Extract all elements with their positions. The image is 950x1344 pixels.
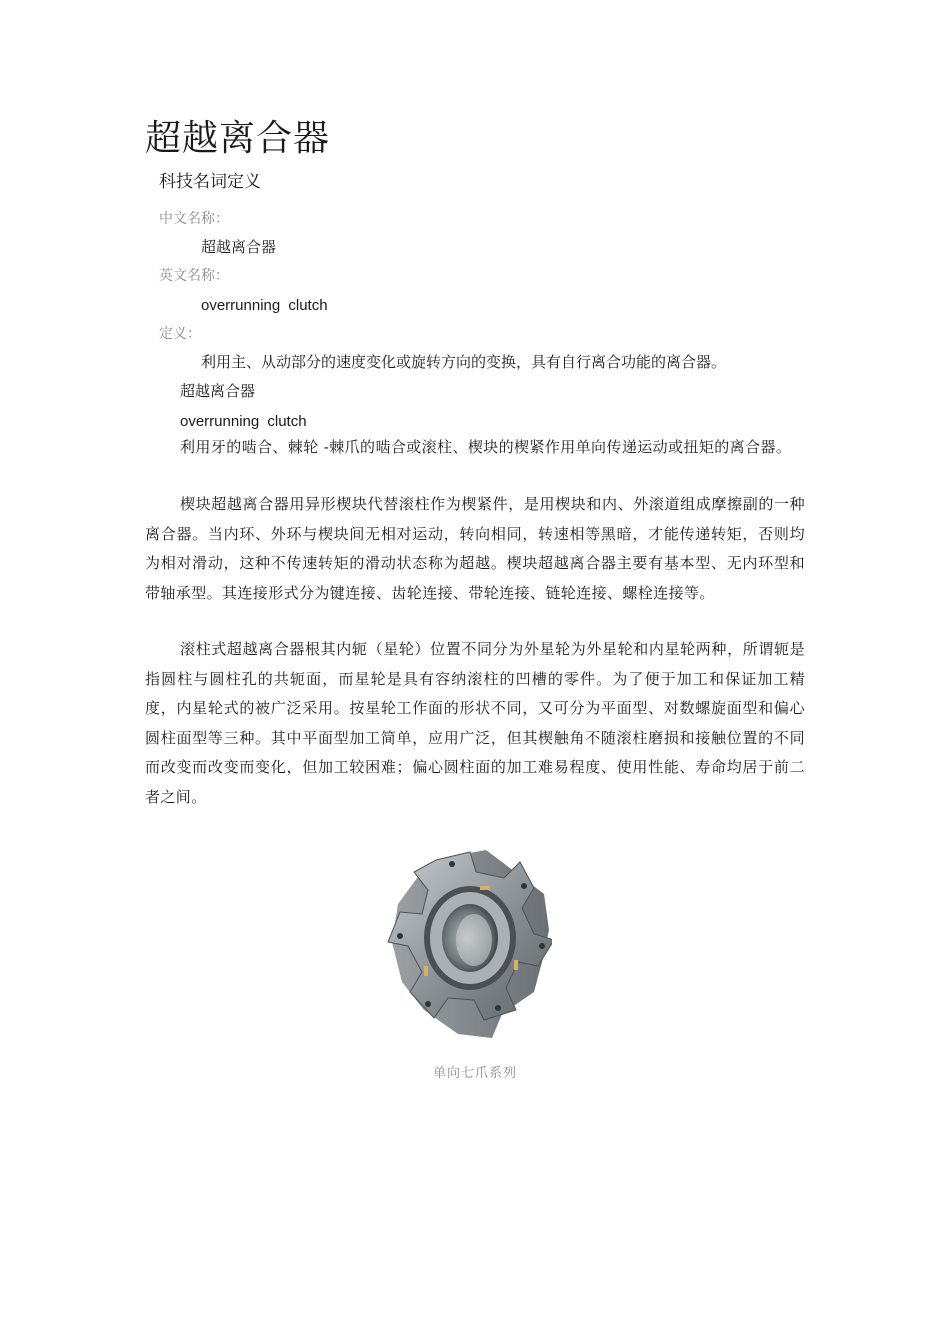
clutch-illustration — [384, 842, 552, 1044]
subtitle: 科技名词定义 — [159, 172, 261, 192]
image-caption: 单向七爪系列 — [432, 1066, 517, 1081]
english-name-value: overrunning clutch — [201, 297, 328, 314]
definition-value: 利用主、从动部分的速度变化或旋转方向的变换，具有自行离合功能的离合器。 — [201, 353, 727, 371]
paragraph-2: 楔块超越离合器用异形楔块代替滚柱作为楔紧件，是用楔块和内、外滚道组成摩擦副的一种离合器。当内环、外环与楔块间无相对运动，转向相同，转速相等黑暗，才能传递转矩，否则均为相对滑动，这种不传速转矩的滑动状态称为超越。楔块超越离合器主要有基本型、无内环型和带轴承型。其连接形式分为键连接、齿轮连接、带轮连接、链轮连接、螺栓连接等。 — [145, 495, 805, 602]
chinese-name-label: 中文名称： — [159, 211, 229, 227]
paragraph-3: 滚柱式超越离合器根其内轭（星轮）位置不同分为外星轮为外星轮和内星轮两种，所谓轭是指圆柱与圆柱孔的共轭面，而星轮是具有容纳滚柱的凹槽的零件。为了便于加工和保证加工精度，内星轮式的被广泛采用。按星轮工作面的形状不同，又可分为平面型、对数螺旋面型和偏心圆柱面型等三种。其中平面型加工简单，应用广泛，但其楔触角不随滚柱磨损和接触位置的不同而改变而改变而变化，但加工较困难；偏心圆柱面的加工难易程度、使用性能、寿命均居于前二者之间。 — [145, 640, 805, 806]
english-name-label: 英文名称： — [159, 268, 229, 284]
term-english: overrunning clutch — [180, 413, 307, 430]
paragraph-1: 利用牙的啮合、棘轮 -棘爪的啮合或滚柱、楔块的楔紧作用单向传递运动或扭矩的离合器。 — [180, 438, 792, 456]
chinese-name-value: 超越离合器 — [201, 238, 277, 256]
definition-label: 定义： — [159, 326, 201, 342]
clutch-product-image — [384, 842, 552, 1044]
page-title: 超越离合器 — [145, 118, 331, 159]
term-chinese: 超越离合器 — [180, 382, 256, 400]
